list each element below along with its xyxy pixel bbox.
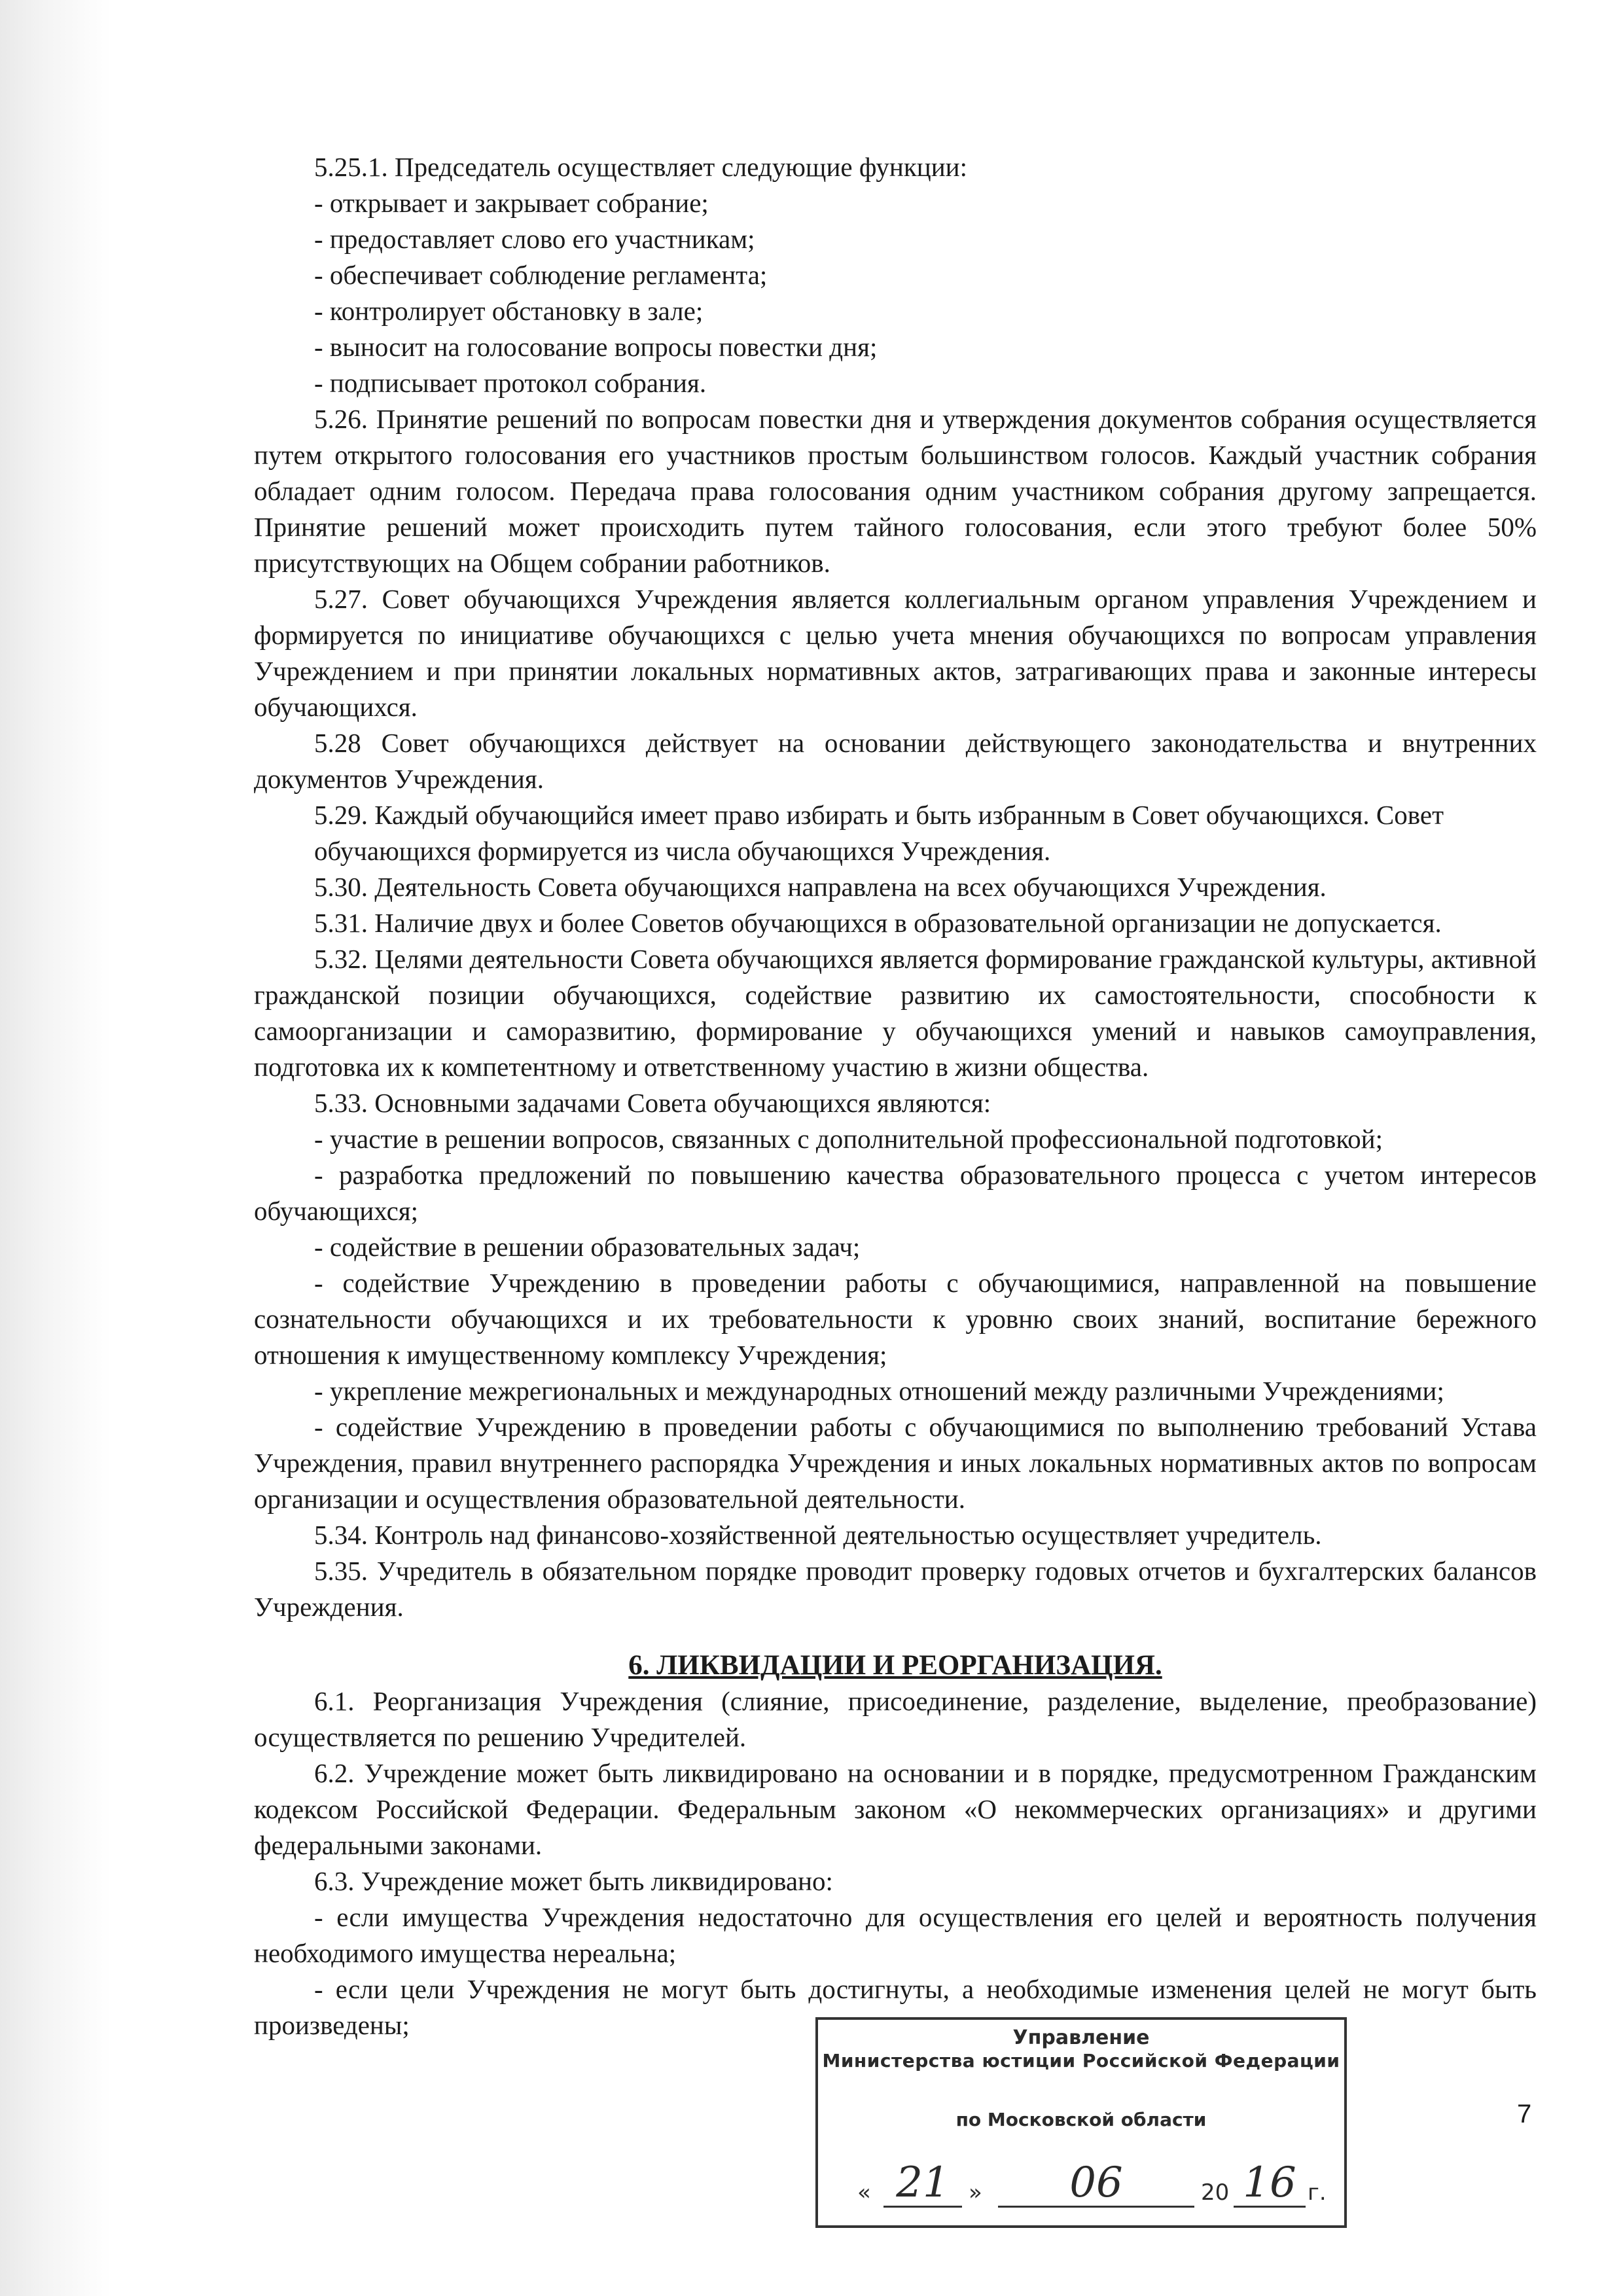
paragraph: 5.34. Контроль над финансово-хозяйственной деятельностью осуществляет учредитель. bbox=[314, 1520, 1322, 1550]
document-body bbox=[254, 149, 1537, 2043]
stamp-month: 06 bbox=[998, 2160, 1194, 2208]
paragraph: 5.31. Наличие двух и более Советов обучающихся в образовательной организации не допускается. bbox=[314, 908, 1442, 938]
stamp-line-2: Министерства юстиции Российской Федерации bbox=[822, 2050, 1340, 2072]
paragraph: 5.30. Деятельность Совета обучающихся направлена на всех обучающихся Учреждения. bbox=[314, 872, 1327, 902]
stamp-year-suffix: 16 bbox=[1234, 2160, 1306, 2208]
paragraph-list-section-5 bbox=[254, 149, 1537, 1625]
paragraph: - разработка предложений по повышению качества образовательного процесса с учетом интересов обучающихся; bbox=[254, 1160, 1537, 1226]
paragraph: 5.25.1. Председатель осуществляет следующие функции: bbox=[314, 152, 967, 182]
paragraph: - если имущества Учреждения недостаточно для осуществления его целей и вероятность получения необходимого имущества нереальна; bbox=[254, 1902, 1537, 1968]
paragraph: - если цели Учреждения не могут быть достигнуты, а необходимые изменения целей не могут быть произведены; bbox=[254, 1974, 1537, 2040]
paragraph: - открывает и закрывает собрание; bbox=[314, 188, 709, 218]
paragraph: - участие в решении вопросов, связанных с дополнительной профессиональной подготовкой; bbox=[314, 1124, 1383, 1154]
paragraph-list-section-6 bbox=[254, 1683, 1537, 2043]
scan-edge-shadow bbox=[0, 0, 111, 2296]
paragraph: 5.33. Основными задачами Совета обучающихся являются: bbox=[314, 1088, 991, 1118]
stamp-quote-close: » bbox=[969, 2179, 982, 2206]
paragraph: 5.32. Целями деятельности Совета обучающихся является формирование гражданской культуры, активной гражданской позиции обучающихся, содействие развитию их самостоятельности, способности к самоорганизации и саморазвитию, формирование у обучающихся умений и навыков самоуправления, подготовка их к компетентному и ответственному участию в жизни общества. bbox=[254, 944, 1537, 1082]
paragraph: 6.1. Реорганизация Учреждения (слияние, присоединение, разделение, выделение, преобразование) осуществляется по решению Учредителей. bbox=[254, 1686, 1537, 1752]
stamp-date bbox=[844, 2160, 1331, 2212]
paragraph: - выносит на голосование вопросы повестки дня; bbox=[314, 332, 878, 362]
section-heading: 6. ЛИКВИДАЦИИ И РЕОРГАНИЗАЦИЯ. bbox=[628, 1650, 1162, 1681]
paragraph: 6.2. Учреждение может быть ликвидировано на основании и в порядке, предусмотренном Гражданским кодексом Российской Федерации. Федеральным законом «О некоммерческих организациях» и другими федеральными законами. bbox=[254, 1758, 1537, 1860]
stamp-day: 21 bbox=[883, 2160, 962, 2208]
paragraph: обучающихся формируется из числа обучающихся Учреждения. bbox=[314, 836, 1051, 866]
paragraph: - содействие Учреждению в проведении работы с обучающимися по выполнению требований Устава Учреждения, правил внутреннего распорядка Учреждения и иных локальных нормативных актов по вопросам организации и осуществления образовательной деятельности. bbox=[254, 1412, 1537, 1514]
paragraph: 5.28 Совет обучающихся действует на основании действующего законодательства и внутренних документов Учреждения. bbox=[254, 728, 1537, 794]
stamp-line-1: Управление bbox=[1012, 2026, 1150, 2049]
paragraph: 5.29. Каждый обучающийся имеет право избирать и быть избранным в Совет обучающихся. Совет bbox=[314, 800, 1444, 830]
stamp-year-end: г. bbox=[1308, 2179, 1327, 2206]
paragraph: 5.26. Принятие решений по вопросам повестки дня и утверждения документов собрания осуществляется путем открытого голосования его участников простым большинством голосов. Каждый участник собрания обладает одним голосом. Передача права голосования одним участником собрания другому запрещается. Принятие решений может происходить путем тайного голосования, если этого требуют более 50% присутствующих на Общем собрании работников. bbox=[254, 404, 1537, 578]
page-number: 7 bbox=[1517, 2100, 1532, 2128]
stamp-quote-open: « bbox=[857, 2179, 871, 2206]
stamp-year-prefix: 20 bbox=[1201, 2179, 1230, 2206]
paragraph: - контролирует обстановку в зале; bbox=[314, 296, 704, 326]
paragraph: 6.3. Учреждение может быть ликвидировано: bbox=[314, 1866, 833, 1896]
paragraph: - содействие Учреждению в проведении работы с обучающимися, направленной на повышение сознательности обучающихся и их требовательности к уровню своих знаний, воспитание бережного отношения к имущественному комплексу Учреждения; bbox=[254, 1268, 1537, 1370]
paragraph: - подписывает протокол собрания. bbox=[314, 368, 707, 398]
paragraph: - содействие в решении образовательных задач; bbox=[314, 1232, 861, 1262]
registration-stamp bbox=[815, 2017, 1347, 2228]
stamp-line-3: по Московской области bbox=[955, 2109, 1207, 2130]
paragraph: 5.35. Учредитель в обязательном порядке проводит проверку годовых отчетов и бухгалтерских балансов Учреждения. bbox=[254, 1556, 1537, 1622]
paragraph: - обеспечивает соблюдение регламента; bbox=[314, 260, 768, 290]
paragraph: 5.27. Совет обучающихся Учреждения является коллегиальным органом управления Учреждением и формируется по инициативе обучающихся с целью учета мнения обучающихся по вопросам управления Учреждением и при принятии локальных нормативных актов, затрагивающих права и законные интересы обучающихся. bbox=[254, 584, 1537, 722]
paragraph: - предоставляет слово его участникам; bbox=[314, 224, 755, 254]
paragraph: - укрепление межрегиональных и международных отношений между различными Учреждениями; bbox=[314, 1376, 1444, 1406]
